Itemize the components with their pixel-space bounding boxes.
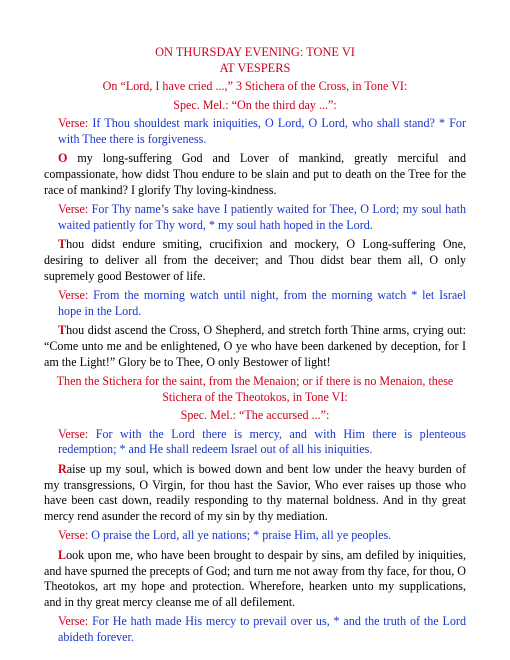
sticheron-text: aise up my soul, which is bowed down and bent low under the heavy burden of my transgressions, O Virgin, for thou hast the Savior, Who ever raises up those who have been cast down, readily responding to thy maternal boldness. And in thy great mercy rend asunder the record of my sin by thy mediation. [44,462,466,523]
verse-3 [44,288,466,319]
sticheron-4 [44,462,466,524]
sticheron-text: hou didst endure smiting, crucifixion and mockery, O Long-suffering One, desiring to deliver all from the deceiver; and Thou didst bear them all, O only supremely good Bestower of life. [44,237,466,283]
verse-label: Verse: [58,288,89,303]
special-melody-2: Spec. Mel.: “The accursed ...”: [180,408,330,423]
verse-text: O praise the Lord, all ye nations; * praise Him, all ye peoples. [91,528,392,543]
verse-5 [44,528,466,544]
page-title-line1: ON THURSDAY EVENING: TONE VI [155,45,355,59]
verse-label: Verse: [58,202,89,217]
verse-2 [44,202,466,233]
verse-text: For with the Lord there is mercy, and with Him there is plenteous redemption; * and He shall redeem Israel out of all his iniquities. [58,426,466,457]
verse-1 [44,116,466,147]
verse-6 [44,614,466,645]
menaion-rubric: Then the Stichera for the saint, from the Menaion; or if there is no Menaion, these Stichera of the Theotokos, in Tone VI: [56,374,454,404]
verse-text: If Thou shouldest mark iniquities, O Lord, O Lord, who shall stand? * For with Thee there is forgiveness. [58,116,466,146]
verse-label: Verse: [58,116,89,131]
verse-4 [44,427,466,458]
sticheron-3 [44,323,466,370]
sticheron-text: my long-suffering God and Lover of mankind, greatly merciful and compassionate, how didst Thou endure to be slain and put to death on the Tree for the race of mankind? I glorify Thy loving-kindness. [44,151,466,197]
verse-text: For He hath made His mercy to prevail over us, * and the truth of the Lord abideth forever. [58,614,466,644]
sticheron-1 [44,151,466,198]
verse-label: Verse: [58,614,89,629]
intro-rubric: On “Lord, I have cried ...,” 3 Stichera of the Cross, in Tone VI: [102,79,408,93]
initial-capital: T [58,323,67,338]
sticheron-text: hou didst ascend the Cross, O Shepherd, and stretch forth Thine arms, crying out: “Come unto me and be enlightened, O ye who have been darkened by deception, for I am the Light!” Glory be to Thee, O only Bestower of light! [44,323,466,369]
initial-capital: R [58,462,67,477]
initial-capital: O [58,151,68,166]
sticheron-2 [44,237,466,284]
initial-capital: L [58,548,67,563]
page-title-line2: AT VESPERS [219,61,291,75]
sticheron-text: ook upon me, who have been brought to despair by sins, am defiled by iniquities, and have spurned the precepts of God; and turn me not away from thy face, for thou, O Theotokos, art my hope and protection. Wherefore, hearken unto my supplications, and in thy great mercy cleanse me of all defilement. [44,548,466,609]
verse-text: From the morning watch until night, from the morning watch * let Israel hope in the Lord. [58,288,466,318]
initial-capital: T [58,237,67,252]
special-melody-1: Spec. Mel.: “On the third day ...”: [173,97,337,112]
sticheron-5 [44,548,466,610]
verse-label: Verse: [58,528,89,543]
verse-label: Verse: [58,426,89,441]
verse-text: For Thy name’s sake have I patiently waited for Thee, O Lord; my soul hath waited patiently for Thy word, * my soul hath hoped in the Lord. [58,202,466,232]
